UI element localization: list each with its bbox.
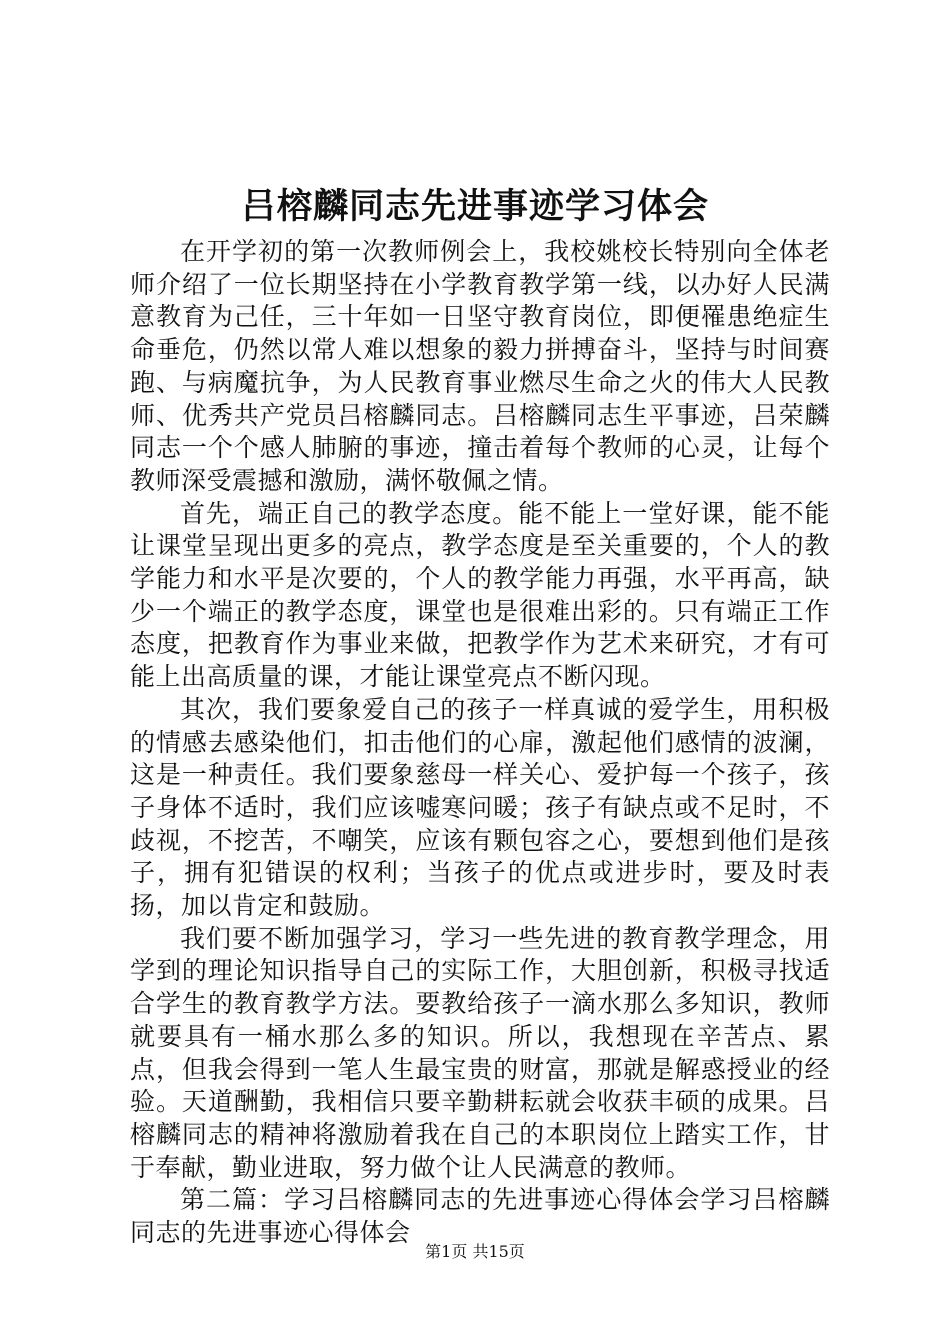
paragraph-5: 第二篇：学习吕榕麟同志的先进事迹心得体会学习吕榕麟同志的先进事迹心得体会 <box>130 1185 830 1248</box>
page-number-footer: 第1页 共15页 <box>425 1242 525 1261</box>
paragraph-3: 其次，我们要象爱自己的孩子一样真诚的爱学生，用积极的情感去感染他们，扣击他们的心扉，激起他们感情的波澜，这是一种责任。我们要象慈母一样关心、爱护每一个孩子，孩子身体不适时，我们应该嘘寒问暖；孩子有缺点或不足时，不歧视，不挖苦，不嘲笑，应该有颗包容之心，要想到他们是孩子，拥有犯错误的权利；当孩子的优点或进步时，要及时表扬，加以肯定和鼓励。 <box>130 694 830 921</box>
paragraph-2: 首先，端正自己的教学态度。能不能上一堂好课，能不能让课堂呈现出更多的亮点，教学态度是至关重要的，个人的教学能力和水平是次要的，个人的教学能力再强，水平再高，缺少一个端正的教学态度，课堂也是很难出彩的。只有端正工作态度，把教育作为事业来做，把教学作为艺术来研究，才有可能上出高质量的课，才能让课堂亮点不断闪现。 <box>130 498 830 692</box>
paragraph-4: 我们要不断加强学习，学习一些先进的教育教学理念，用学到的理论知识指导自己的实际工作，大胆创新，积极寻找适合学生的教育教学方法。要教给孩子一滴水那么多知识，教师就要具有一桶水那么多的知识。所以，我想现在辛苦点、累点，但我会得到一笔人生最宝贵的财富，那就是解惑授业的经验。天道酬勤，我相信只要辛勤耕耘就会收获丰硕的成果。吕榕麟同志的精神将激励着我在自己的本职岗位上踏实工作，甘于奉献，勤业进取，努力做个让人民满意的教师。 <box>130 923 830 1182</box>
document-body <box>130 236 830 1250</box>
paragraph-1: 在开学初的第一次教师例会上，我校姚校长特别向全体老师介绍了一位长期坚持在小学教育教学第一线，以办好人民满意教育为己任，三十年如一日坚守教育岗位，即便罹患绝症生命垂危，仍然以常人难以想象的毅力拼搏奋斗，坚持与时间赛跑、与病魔抗争，为人民教育事业燃尽生命之火的伟大人民教师、优秀共产党员吕榕麟同志。吕榕麟同志生平事迹，吕荣麟同志一个个感人肺腑的事迹，撞击着每个教师的心灵，让每个教师深受震撼和激励，满怀敬佩之情。 <box>130 237 830 495</box>
document-title: 吕榕麟同志先进事迹学习体会 <box>240 186 709 227</box>
